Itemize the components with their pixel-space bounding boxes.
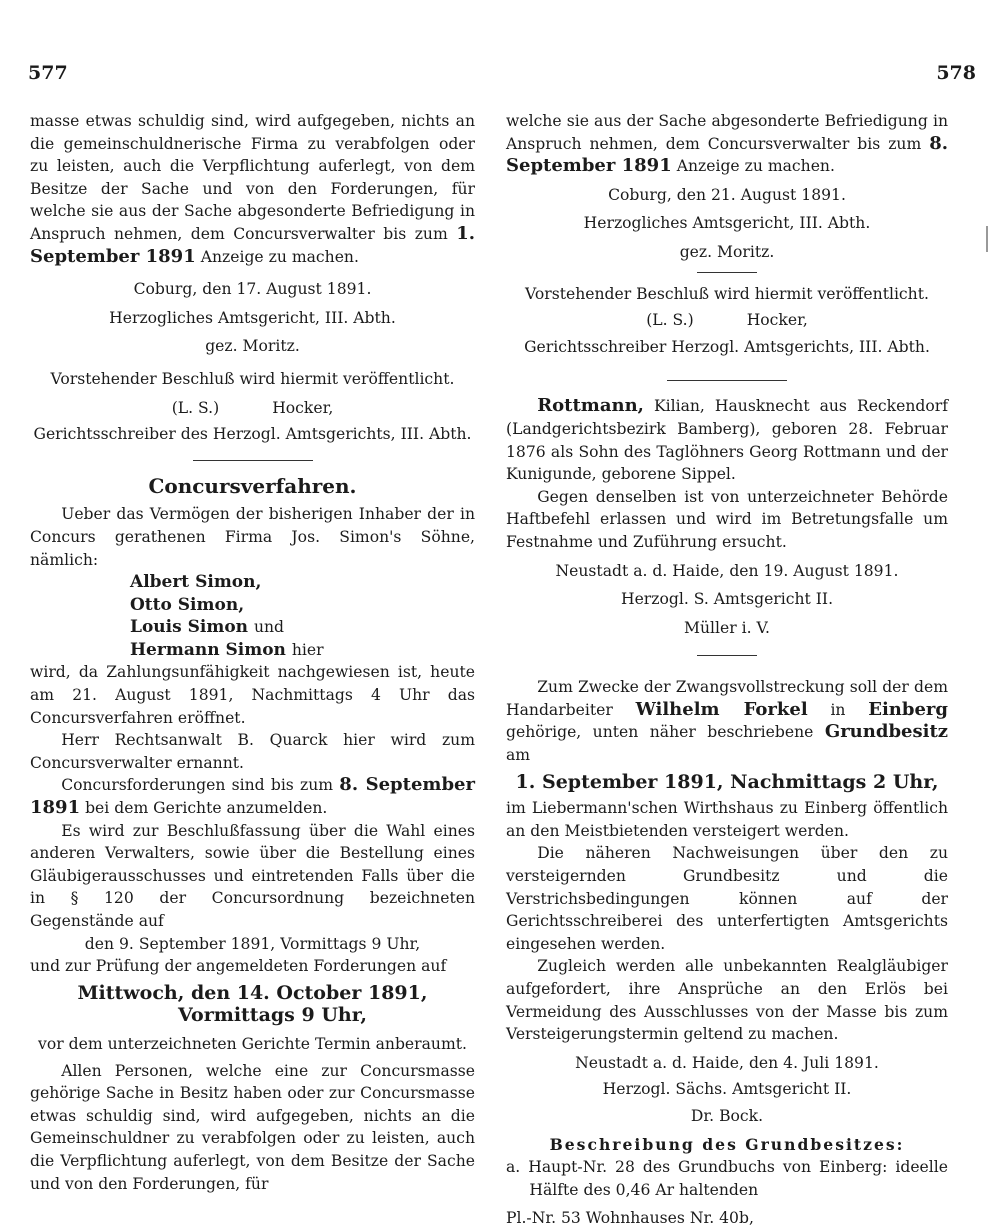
dateline: Coburg, den 17. August 1891. bbox=[133, 280, 372, 299]
publication-notice: Vorstehender Beschluß wird hiermit veröffentlicht. bbox=[50, 369, 455, 388]
location-word: hier bbox=[291, 640, 324, 659]
auction-date: 1. September 1891, Nachmittags 2 Uhr, bbox=[515, 770, 939, 793]
signature: gez. Moritz. bbox=[679, 242, 775, 261]
meeting-date: den 9. September 1891, Vormittags 9 Uhr, bbox=[84, 934, 421, 953]
deadline-date: 8. September 1891 bbox=[506, 132, 948, 177]
warrant-paragraph bbox=[506, 395, 948, 485]
page-number-right: 578 bbox=[936, 62, 976, 84]
meeting-paragraph: Es wird zur Beschlußfassung über die Wahl eines anderen Verwalters, sowie über die Bestellung eines Gläubigerausschusses und eintretenden Falls über die in § 120 der Concursordnung bezeichneten Gegenstände auf bbox=[30, 821, 475, 930]
dateline: Coburg, den 21. August 1891. bbox=[608, 185, 846, 204]
divider-short bbox=[697, 655, 757, 656]
wanted-person-description: Kilian, Hausknecht aus Reckendorf (Landgerichtsbezirk Bamberg), geboren 28. Februar 1876 als Sohn des Taglöhners Georg Rottmann und der Kunigunde, geborene Sippel. bbox=[506, 397, 948, 484]
clerk-name: Hocker, bbox=[746, 311, 808, 330]
paragraph-text: gehörige, unten näher beschriebene bbox=[506, 723, 814, 742]
exam-paragraph: und zur Prüfung der angemeldeten Forderungen auf bbox=[30, 957, 447, 976]
court-name: Herzogliches Amtsgericht, III. Abth. bbox=[583, 214, 871, 233]
description-heading: Beschreibung des Grundbesitzes: bbox=[549, 1134, 905, 1154]
dateline: Neustadt a. d. Haide, den 4. Juli 1891. bbox=[575, 1053, 879, 1072]
person-name: Otto Simon, bbox=[130, 594, 245, 615]
continuation-paragraph bbox=[30, 110, 475, 268]
preposition: am bbox=[506, 746, 531, 765]
clerk-name: Hocker, bbox=[272, 398, 334, 417]
opening-paragraph: wird, da Zahlungsunfähigkeit nachgewiesen ist, heute am 21. August 1891, Nachmittags 4 Uhr das Concursverfahren eröffnet. bbox=[30, 663, 475, 727]
court-name: Herzogl. S. Amtsgericht II. bbox=[620, 590, 834, 609]
wanted-person-name: Rottmann, bbox=[537, 395, 644, 417]
signature: Dr. Bock. bbox=[690, 1106, 764, 1125]
description-item-b: Pl.-Nr. 53 Wohnhauses Nr. 40b, bbox=[506, 1209, 754, 1228]
paragraph-end: Anzeige zu machen. bbox=[676, 157, 835, 176]
paragraph-text: masse etwas schuldig sind, wird aufgegeben, nichts an die gemeinschuldnerische Firma zu verabfolgen oder zu leisten, auch die Verpflichtung auferlegt, von dem Besitze der Sache und von den Forderungen, für welche sie aus der Sache abgesonderte Befriedigung in Anspruch nehmen, dem Concursverwalter bis zum bbox=[30, 112, 475, 243]
description-item-a: a. Haupt-Nr. 28 des Grundbuchs von Einberg: ideelle Hälfte des 0,46 Ar haltenden bbox=[506, 1158, 948, 1199]
paragraph-text: Zum Zwecke der Zwangsvollstreckung soll der dem Handarbeiter bbox=[506, 678, 948, 719]
claims-paragraph bbox=[30, 774, 475, 819]
person-name bbox=[30, 639, 475, 662]
warrant-body: Gegen denselben ist von unterzeichneter Behörde Haftbefehl erlassen und wird im Betretungsfalle um Festnahme und Zuführung ersucht. bbox=[506, 487, 948, 551]
continuation-paragraph bbox=[506, 110, 948, 178]
signature: gez. Moritz. bbox=[205, 337, 300, 356]
intro-paragraph: Ueber das Vermögen der bisherigen Inhaber der in Concurs gerathenen Firma Jos. Simon's Söhne, nämlich: bbox=[30, 505, 475, 569]
exam-date: Mittwoch, den 14. October 1891, bbox=[77, 981, 428, 1004]
left-column bbox=[30, 110, 475, 1195]
seal-mark: (L. S.) bbox=[171, 398, 220, 417]
clerk-title: Gerichtsschreiber Herzogl. Amtsgerichts, III. Abth. bbox=[524, 337, 930, 356]
deadline-date: 1. September 1891 bbox=[30, 222, 475, 267]
auction-location: im Liebermann'schen Wirthshaus zu Einberg öffentlich an den Meistbietenden versteigert werden. bbox=[506, 799, 948, 840]
person-name: Albert Simon, bbox=[130, 572, 262, 593]
seal-line bbox=[506, 309, 948, 332]
right-column bbox=[506, 110, 948, 1230]
claims-deadline: 8. September 1891 bbox=[30, 774, 475, 819]
property-word: Grundbesitz bbox=[824, 721, 948, 743]
section-divider bbox=[193, 460, 313, 461]
persons-paragraph: Allen Personen, welche eine zur Concursmasse gehörige Sache in Besitz haben oder zur Concursmasse etwas schuldig sind, wird aufgegeben, nichts an die Gemeinschuldner zu verabfolgen oder zu leisten, auch die Verpflichtung auferlegt, von dem Besitze der Sache und von den Forderungen, für bbox=[30, 1061, 475, 1193]
seal-mark: (L. S.) bbox=[646, 311, 694, 330]
court-name: Herzogliches Amtsgericht, III. Abth. bbox=[109, 308, 396, 327]
print-mark bbox=[986, 226, 988, 252]
court-name: Herzogl. Sächs. Amtsgericht II. bbox=[602, 1080, 852, 1099]
seal-line bbox=[30, 397, 475, 420]
creditors-paragraph: Zugleich werden alle unbekannten Realgläubiger aufgefordert, ihre Ansprüche an den Erlös bei Vermeidung des Ausschlusses von der Masse bis zum Versteigerungstermin geltend zu machen. bbox=[506, 957, 948, 1044]
publication-notice: Vorstehender Beschluß wird hiermit veröffentlicht. bbox=[525, 284, 929, 303]
preposition: in bbox=[830, 700, 846, 719]
administrator-paragraph: Herr Rechtsanwalt B. Quarck hier wird zum Concursverwalter ernannt. bbox=[30, 731, 475, 772]
section-divider bbox=[667, 380, 787, 381]
auction-paragraph bbox=[506, 676, 948, 766]
exam-time: Vormittags 9 Uhr, bbox=[178, 1004, 367, 1027]
paragraph-end: bei dem Gerichte anzumelden. bbox=[85, 799, 328, 818]
dateline: Neustadt a. d. Haide, den 19. August 1891. bbox=[555, 561, 899, 580]
paragraph-end: Anzeige zu machen. bbox=[200, 247, 359, 266]
section-heading: Concursverfahren. bbox=[148, 473, 357, 498]
person-name bbox=[30, 616, 475, 639]
exam-end: vor dem unterzeichneten Gerichte Termin anberaumt. bbox=[38, 1034, 467, 1053]
auction-details: Die näheren Nachweisungen über den zu versteigernden Grundbesitz und die Verstrichsbedingungen können auf der Gerichtsschreiberei des unterfertigten Amtsgerichts eingesehen werden. bbox=[506, 844, 948, 953]
place-name: Einberg bbox=[868, 698, 948, 720]
paragraph-text: welche sie aus der Sache abgesonderte Befriedigung in Anspruch nehmen, dem Concursverwalter bis zum bbox=[506, 112, 948, 153]
divider-short bbox=[697, 272, 757, 273]
clerk-title: Gerichtsschreiber des Herzogl. Amtsgerichts, III. Abth. bbox=[33, 425, 472, 444]
page-number-left: 577 bbox=[28, 62, 68, 84]
paragraph-text: Concursforderungen sind bis zum bbox=[61, 776, 334, 795]
debtor-name: Wilhelm Forkel bbox=[635, 698, 808, 720]
person-name-text: Hermann Simon bbox=[130, 639, 286, 660]
person-name-text: Louis Simon bbox=[130, 617, 249, 638]
conjunction: und bbox=[253, 618, 285, 637]
signature: Müller i. V. bbox=[683, 618, 771, 637]
